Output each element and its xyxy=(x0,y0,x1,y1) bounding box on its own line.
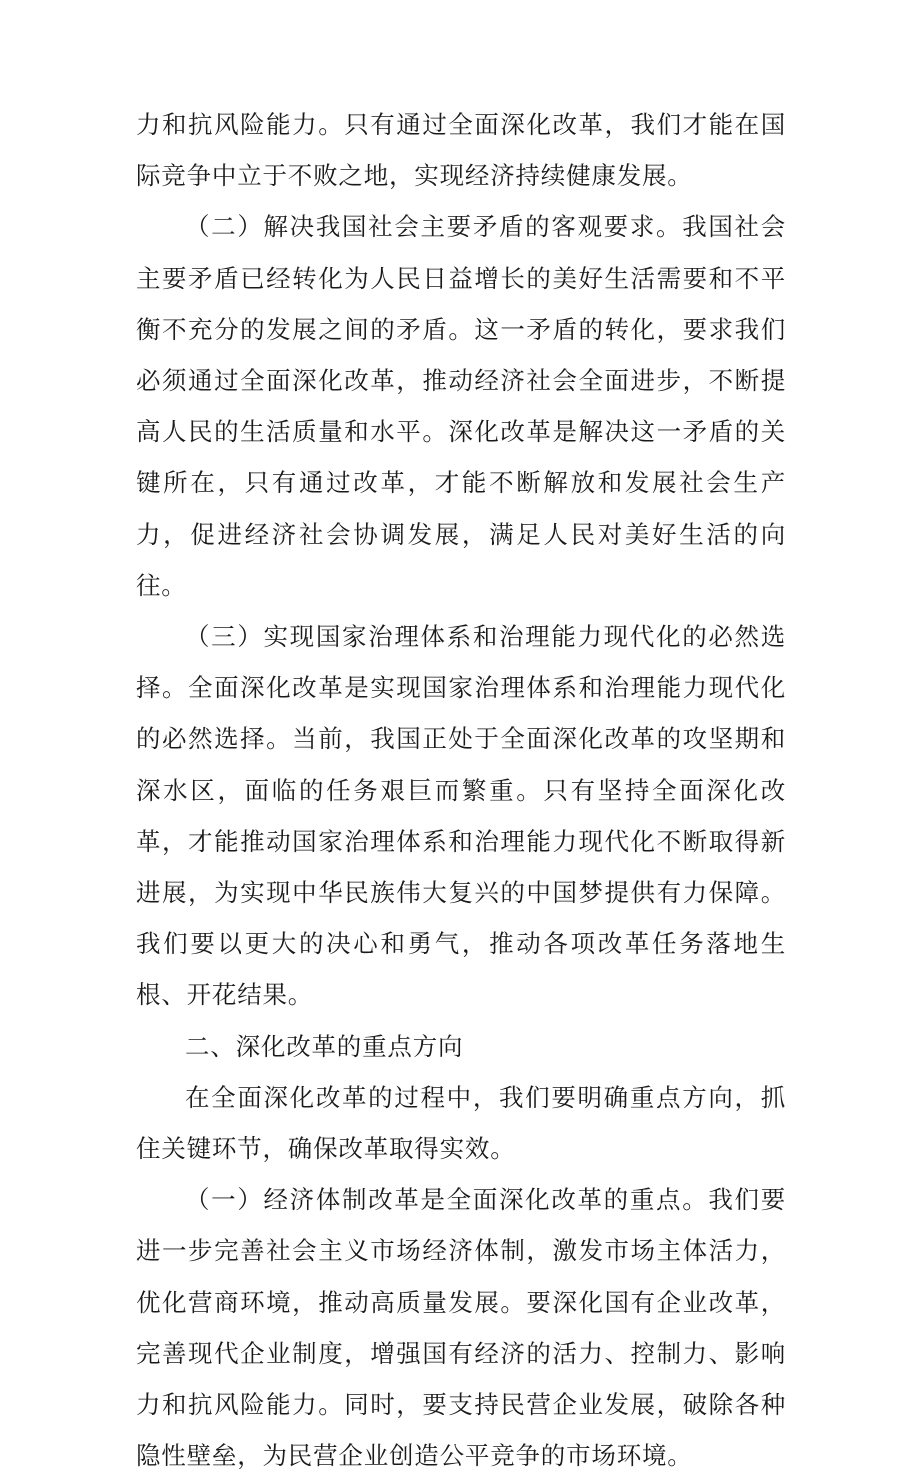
paragraph-section-intro: 在全面深化改革的过程中，我们要明确重点方向，抓住关键环节，确保改革取得实效。 xyxy=(136,1082,786,1164)
paragraph-continuation: 力和抗风险能力。只有通过全面深化改革，我们才能在国际竞争中立于不败之地，实现经济持续健康发展。 xyxy=(136,110,786,191)
paragraph-governance-modernization: （三）实现国家治理体系和治理能力现代化的必然选择。全面深化改革是实现国家治理体系和治理能力现代化的必然选择。当前，我国正处于全面深化改革的攻坚期和深水区，面临的任务艰巨而繁重。只有坚持全面深化改革，才能推动国家治理体系和治理能力现代化不断取得新进展，为实现中华民族伟大复兴的中国梦提供有力保障。我们要以更大的决心和勇气，推动各项改革任务落地生根、开花结果。 xyxy=(136,622,786,1010)
paragraph-economic-reform: （一）经济体制改革是全面深化改革的重点。我们要进一步完善社会主义市场经济体制，激发市场主体活力，优化营商环境，推动高质量发展。要深化国有企业改革，完善现代企业制度，增强国有经济的活力、控制力、影响力和抗风险能力。同时，要支持民营企业发展，破除各种隐性壁垒，为民营企业创造公平竞争的市场环境。 xyxy=(136,1185,786,1471)
paragraph-main-contradiction: （二）解决我国社会主要矛盾的客观要求。我国社会主要矛盾已经转化为人民日益增长的美好生活需要和不平衡不充分的发展之间的矛盾。这一矛盾的转化，要求我们必须通过全面深化改革，推动经济社会全面进步，不断提高人民的生活质量和水平。深化改革是解决这一矛盾的关键所在，只有通过改革，才能不断解放和发展社会生产力，促进经济社会协调发展，满足人民对美好生活的向往。 xyxy=(136,212,786,600)
section-heading: 二、深化改革的重点方向 xyxy=(185,1031,464,1061)
document-page xyxy=(136,99,786,1481)
